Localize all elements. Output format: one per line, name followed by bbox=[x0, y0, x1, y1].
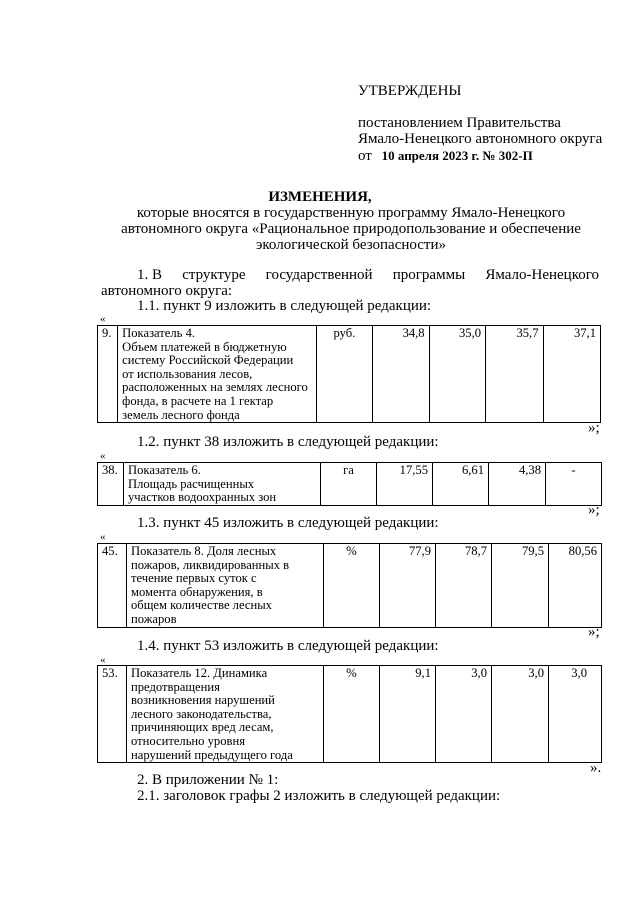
paragraph-1-line-2: автономного округа: bbox=[101, 283, 233, 299]
value-cell: - bbox=[546, 463, 602, 506]
indicator-line: момента обнаружения, в bbox=[131, 584, 263, 599]
paragraph-1-line-1 bbox=[137, 267, 599, 284]
paragraph-1-word: Ямало-Ненецкого bbox=[485, 267, 599, 283]
indicator-line: течение первых суток с bbox=[131, 571, 257, 586]
value-cell: 3,0 bbox=[492, 666, 549, 763]
close-quote: »; bbox=[588, 420, 600, 436]
indicator-line: пожаров bbox=[131, 611, 177, 626]
section-label: 1.4. пункт 53 изложить в следующей редакции: bbox=[137, 638, 439, 654]
section-label: 1.2. пункт 38 изложить в следующей редакции: bbox=[137, 434, 439, 450]
unit-cell: га bbox=[321, 463, 377, 506]
value-cell: 79,5 bbox=[492, 544, 549, 628]
indicator-line: пожаров, ликвидированных в bbox=[131, 557, 290, 572]
value-cell: 4,38 bbox=[489, 463, 546, 506]
indicator-line: возникновения нарушений bbox=[131, 693, 275, 708]
value-cell: 35,0 bbox=[429, 326, 485, 423]
row-number: 38. bbox=[98, 463, 124, 506]
paragraph-1-word: структуре bbox=[182, 267, 246, 283]
value-cell: 37,1 bbox=[543, 326, 601, 423]
row-number: 53. bbox=[98, 666, 127, 763]
indicator-line: общем количестве лесных bbox=[131, 598, 272, 613]
indicator-line: Показатель 8. Доля лесных bbox=[131, 544, 277, 558]
paragraph-1-word: 1. В bbox=[137, 267, 163, 283]
heading-line-2: автономного округа «Рациональное природопользование и обеспечение bbox=[121, 221, 581, 237]
close-quote: »; bbox=[588, 502, 600, 518]
indicator-line: Объем платежей в бюджетную bbox=[122, 339, 287, 354]
indicator-line: систему Российской Федерации bbox=[122, 353, 294, 368]
indicator-name-cell bbox=[124, 463, 321, 506]
row-number: 9. bbox=[98, 326, 118, 423]
indicator-line: предотвращения bbox=[131, 679, 220, 694]
indicator-table bbox=[97, 325, 601, 423]
indicator-line: фонда, в расчете на 1 гектар bbox=[122, 393, 274, 408]
paragraph-2: 2. В приложении № 1: bbox=[137, 772, 279, 788]
indicator-line: земель лесного фонда bbox=[122, 407, 240, 422]
paragraph-1-word: программы bbox=[392, 267, 466, 283]
unit-cell: % bbox=[324, 544, 380, 628]
value-cell: 78,7 bbox=[436, 544, 492, 628]
table-row bbox=[98, 544, 602, 628]
value-cell: 9,1 bbox=[380, 666, 436, 763]
indicator-table bbox=[97, 543, 602, 628]
unit-cell: % bbox=[324, 666, 380, 763]
heading-line-3: экологической безопасности» bbox=[255, 237, 447, 253]
indicator-line: причиняющих вред лесам, bbox=[131, 720, 274, 735]
indicator-line: нарушений предыдущего года bbox=[131, 747, 293, 762]
approval-date-value: 10 апреля 2023 г. № 302-П bbox=[381, 148, 533, 163]
close-quote: »; bbox=[588, 624, 600, 640]
approval-date-line bbox=[358, 147, 533, 165]
value-cell: 77,9 bbox=[380, 544, 436, 628]
indicator-line: Показатель 6. bbox=[128, 463, 201, 477]
indicator-line: от использования лесов, bbox=[122, 366, 253, 381]
indicator-name-cell bbox=[127, 666, 324, 763]
open-quote: « bbox=[100, 531, 106, 543]
indicator-line: расположенных на землях лесного bbox=[122, 380, 308, 395]
approval-line-1: постановлением Правительства bbox=[358, 115, 561, 131]
value-cell: 17,55 bbox=[377, 463, 433, 506]
paragraph-2-1: 2.1. заголовок графы 2 изложить в следующей редакции: bbox=[137, 788, 501, 804]
approval-line-2: Ямало-Ненецкого автономного округа bbox=[358, 131, 603, 147]
section-label: 1.3. пункт 45 изложить в следующей редакции: bbox=[137, 515, 439, 531]
paragraph-1-word: государственной bbox=[265, 267, 373, 283]
indicator-line: участков водоохранных зон bbox=[128, 490, 277, 505]
table-row bbox=[98, 326, 601, 423]
section-label: 1.1. пункт 9 изложить в следующей редакции: bbox=[137, 298, 432, 314]
approval-date-prefix: от bbox=[358, 148, 372, 164]
close-quote: ». bbox=[590, 760, 602, 776]
approval-title: УТВЕРЖДЕНЫ bbox=[358, 83, 462, 99]
table-row bbox=[98, 666, 602, 763]
document-title: ИЗМЕНЕНИЯ, bbox=[268, 189, 372, 205]
table-row bbox=[98, 463, 602, 506]
indicator-line: Площадь расчищенных bbox=[128, 476, 255, 491]
indicator-table bbox=[97, 665, 602, 763]
indicator-line: Показатель 12. Динамика bbox=[131, 666, 268, 680]
value-cell: 80,56 bbox=[549, 544, 602, 628]
heading-line-1: которые вносятся в государственную программу Ямало-Ненецкого bbox=[136, 205, 566, 221]
indicator-line: лесного законодательства, bbox=[131, 706, 272, 721]
value-cell: 35,7 bbox=[486, 326, 543, 423]
indicator-name-cell bbox=[127, 544, 324, 628]
value-cell: 3,0 bbox=[436, 666, 492, 763]
value-cell: 6,61 bbox=[433, 463, 489, 506]
open-quote: « bbox=[100, 313, 106, 325]
indicator-name-cell bbox=[118, 326, 317, 423]
value-cell: 3,0 bbox=[549, 666, 602, 763]
open-quote: « bbox=[100, 450, 106, 462]
value-cell: 34,8 bbox=[373, 326, 429, 423]
unit-cell: руб. bbox=[316, 326, 372, 423]
row-number: 45. bbox=[98, 544, 127, 628]
open-quote: « bbox=[100, 654, 106, 666]
indicator-table bbox=[97, 462, 602, 506]
indicator-line: Показатель 4. bbox=[122, 326, 196, 340]
indicator-line: относительно уровня bbox=[131, 733, 245, 748]
